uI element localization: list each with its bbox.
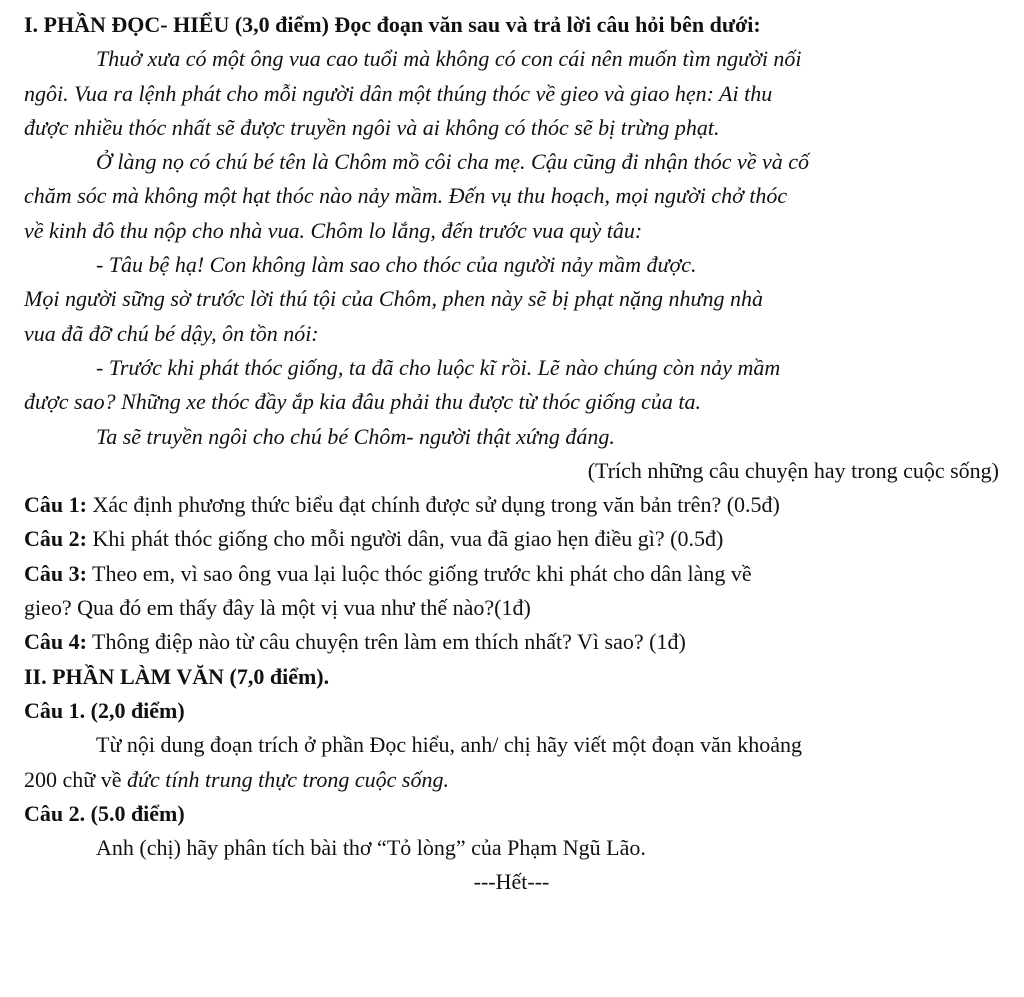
question-3	[24, 557, 999, 591]
passage-line-4: Ở làng nọ có chú bé tên là Chôm mồ côi cha mẹ. Cậu cũng đi nhận thóc về và cố	[96, 149, 810, 175]
passage-line-9: vua đã đỡ chú bé dậy, ôn tồn nói:	[24, 320, 319, 346]
question-4-label: Câu 4:	[24, 629, 87, 655]
question-4-text: Thông điệp nào từ câu chuyện trên làm em thích nhất? Vì sao? (1đ)	[86, 629, 686, 655]
question-1-text: Xác định phương thức biểu đạt chính được sử dụng trong văn bản trên? (0.5đ)	[86, 492, 780, 518]
question-3-continued: gieo? Qua đó em thấy đây là một vị vua như thế nào?(1đ)	[24, 595, 531, 621]
passage-source: (Trích những câu chuyện hay trong cuộc sống)	[587, 457, 999, 483]
question-4	[24, 625, 999, 659]
end-mark: ---Hết---	[473, 869, 550, 895]
essay-q2-text: Anh (chị) hãy phân tích bài thơ “Tỏ lòng” của Phạm Ngũ Lão.	[96, 835, 646, 861]
passage-line-8: Mọi người sững sờ trước lời thú tội của Chôm, phen này sẽ bị phạt nặng nhưng nhà	[24, 286, 764, 312]
question-1-label: Câu 1:	[24, 492, 87, 518]
passage-line-7: - Tâu bệ hạ! Con không làm sao cho thóc của người nảy mầm được.	[96, 252, 697, 278]
essay-q1-text-2	[24, 763, 999, 797]
question-1	[24, 488, 999, 522]
question-2-text: Khi phát thóc giống cho mỗi người dân, vua đã giao hẹn điều gì? (0.5đ)	[86, 526, 724, 552]
question-2	[24, 522, 999, 556]
passage-line-5: chăm sóc mà không một hạt thóc nào nảy mầm. Đến vụ thu hoạch, mọi người chở thóc	[24, 183, 788, 209]
essay-q1-text-2b: đức tính trung thực trong cuộc sống.	[126, 766, 449, 792]
passage-line-12: Ta sẽ truyền ngôi cho chú bé Chôm- người thật xứng đáng.	[96, 423, 615, 449]
essay-q1-text-1: Từ nội dung đoạn trích ở phần Đọc hiểu, anh/ chị hãy viết một đoạn văn khoảng	[96, 732, 803, 758]
passage-line-1: Thuở xưa có một ông vua cao tuổi mà không có con cái nên muốn tìm người nối	[96, 46, 802, 72]
part2-heading: II. PHẦN LÀM VĂN (7,0 điểm).	[24, 663, 330, 689]
exam-page	[24, 8, 999, 900]
part1-heading: I. PHẦN ĐỌC- HIỂU (3,0 điểm) Đọc đoạn văn sau và trả lời câu hỏi bên dưới:	[24, 12, 761, 37]
essay-q1-text-2a: 200 chữ về	[24, 766, 127, 792]
passage-line-6: về kinh đô thu nộp cho nhà vua. Chôm lo lắng, đến trước vua quỳ tâu:	[24, 217, 643, 243]
passage-line-2: ngôi. Vua ra lệnh phát cho mỗi người dân một thúng thóc về gieo và giao hẹn: Ai thu	[24, 80, 773, 106]
passage-line-3: được nhiều thóc nhất sẽ được truyền ngôi và ai không có thóc sẽ bị trừng phạt.	[24, 114, 720, 140]
question-3-label: Câu 3:	[24, 560, 87, 586]
passage-line-11: được sao? Những xe thóc đầy ắp kia đâu phải thu được từ thóc giống của ta.	[24, 389, 701, 415]
essay-q1-label: Câu 1. (2,0 điểm)	[24, 697, 185, 723]
passage-line-10: - Trước khi phát thóc giống, ta đã cho luộc kĩ rồi. Lẽ nào chúng còn nảy mầm	[96, 354, 781, 380]
question-2-label: Câu 2:	[24, 526, 87, 552]
essay-q2-label: Câu 2. (5.0 điểm)	[24, 800, 185, 826]
question-3-text: Theo em, vì sao ông vua lại luộc thóc giống trước khi phát cho dân làng về	[86, 560, 752, 586]
